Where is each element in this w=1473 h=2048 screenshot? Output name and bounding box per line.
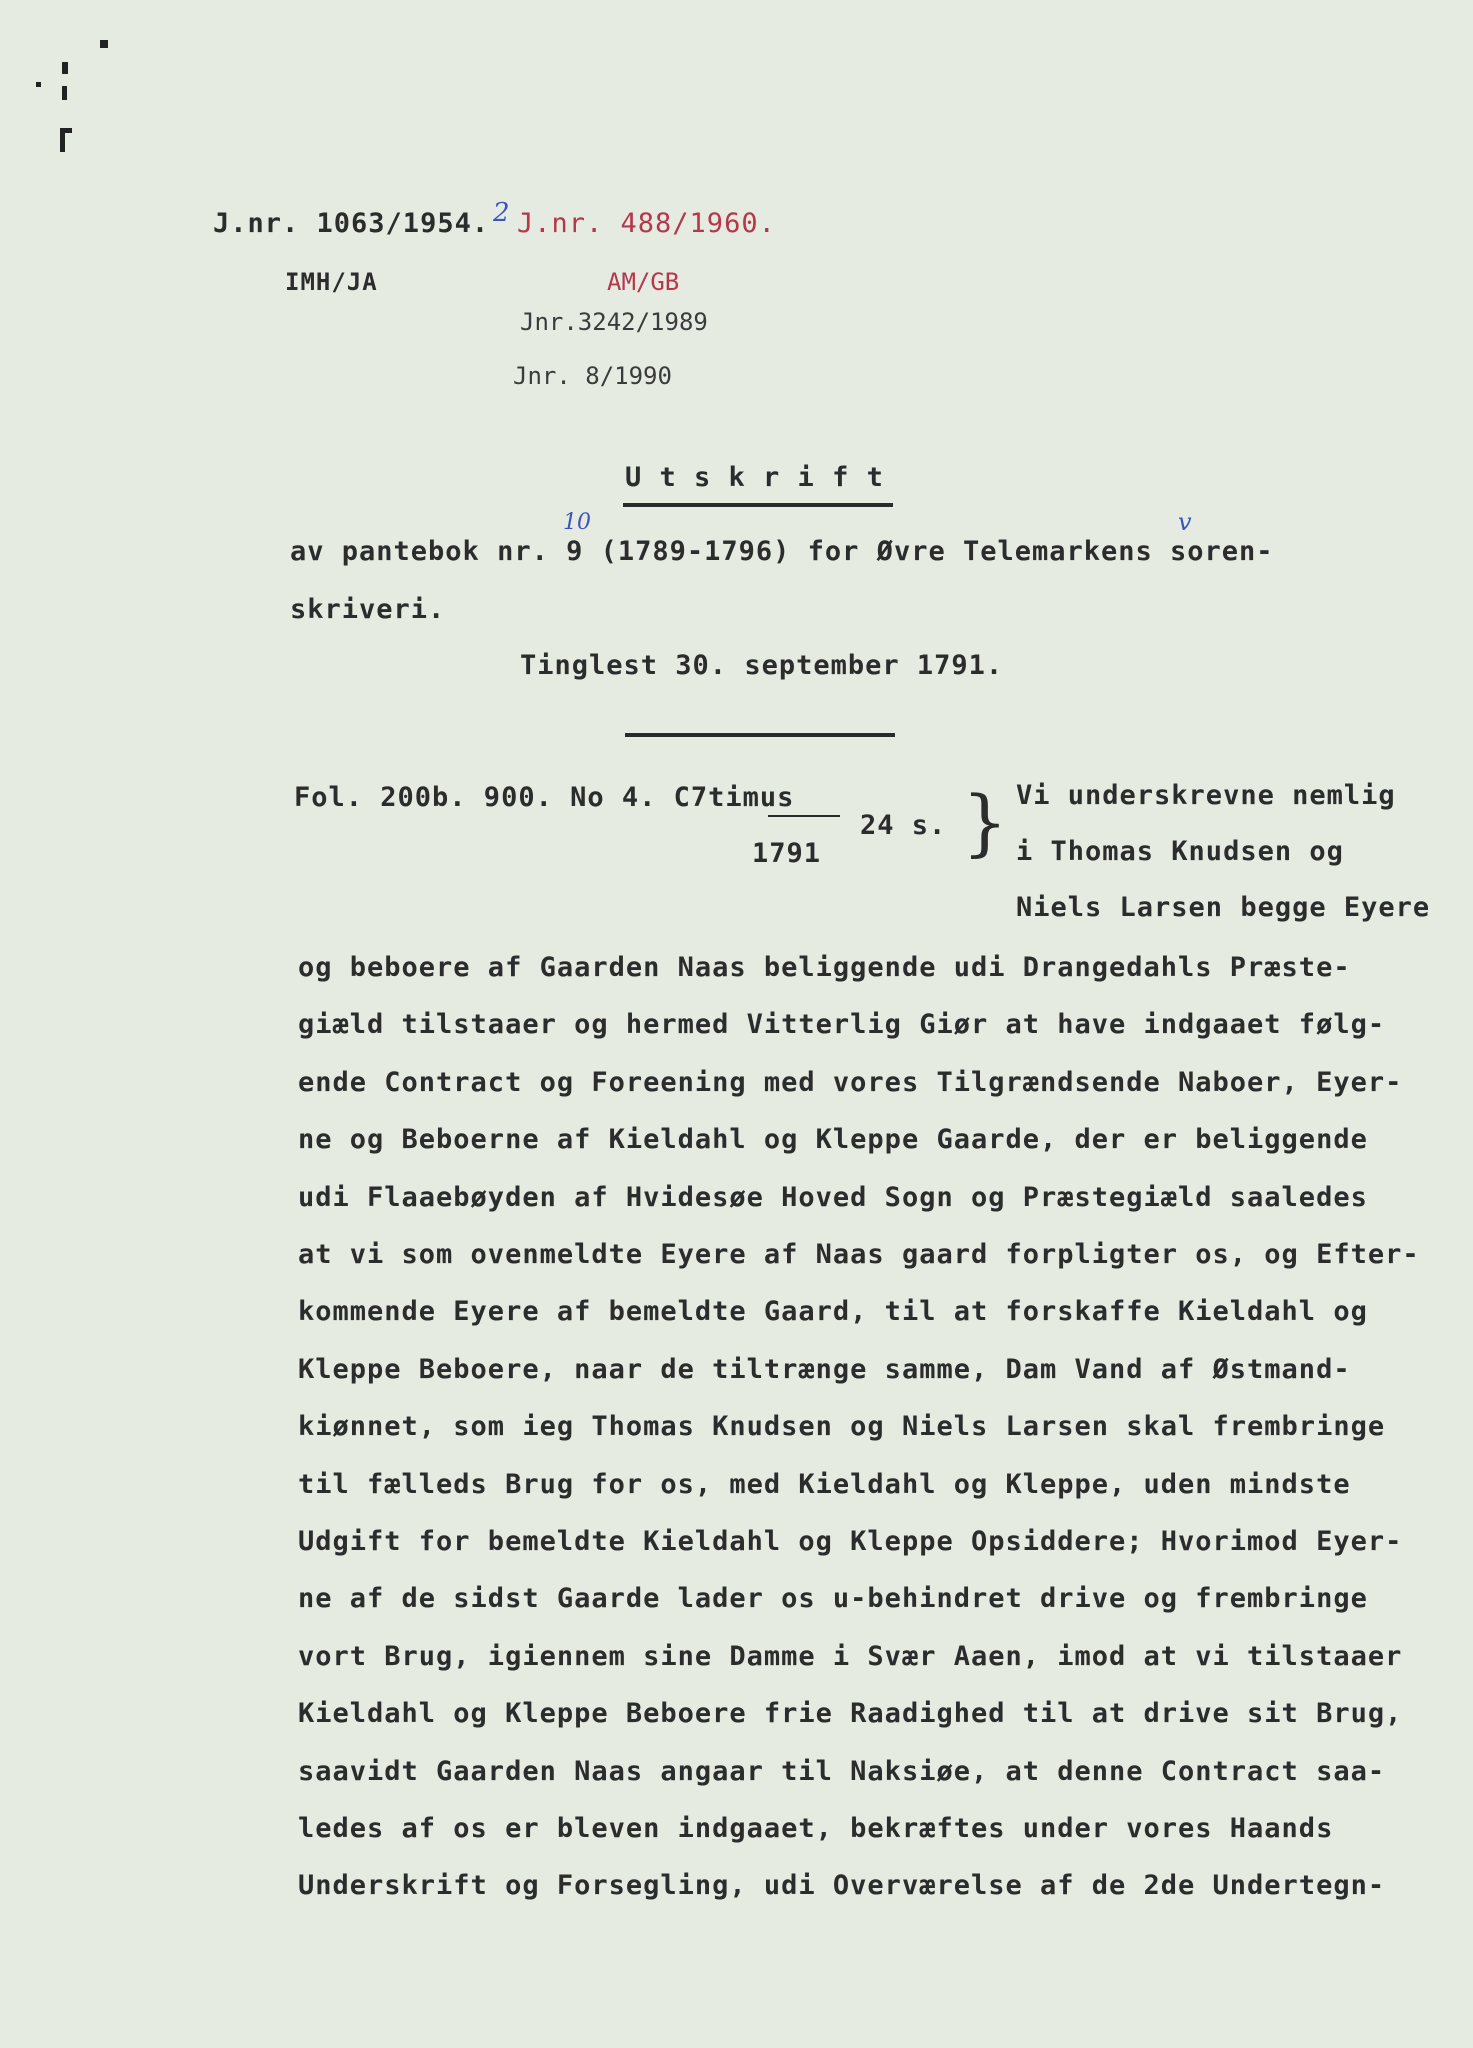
intro-line-3: Niels Larsen begge Eyere bbox=[1016, 892, 1431, 923]
binding-mark bbox=[36, 82, 41, 87]
body-line: og beboere af Gaarden Naas beliggende udi Drangedahls Præste- bbox=[298, 952, 1351, 983]
body-line: at vi som ovenmeldte Eyere af Naas gaard forpligter os, og Efter- bbox=[298, 1239, 1420, 1270]
subtitle-line-1: av pantebok nr. 9 (1789-1796) for Øvre Telemarkens soren- bbox=[290, 536, 1274, 567]
registration-date: Tinglest 30. september 1791. bbox=[520, 650, 1004, 681]
title-underline bbox=[623, 503, 893, 507]
body-line: Kieldahl og Kleppe Beboere frie Raadighed til at drive sit Brug, bbox=[298, 1698, 1403, 1730]
initials-imh: IMH/JA bbox=[285, 268, 378, 296]
binding-mark bbox=[62, 62, 68, 74]
journal-number-1990: Jnr. 8/1990 bbox=[513, 362, 672, 390]
body-line: giæld tilstaaer og hermed Vitterlig Giør at have indgaaet følg- bbox=[298, 1009, 1386, 1041]
folio-reference: Fol. 200b. 900. No 4. C7timus bbox=[294, 782, 795, 813]
body-line: ne og Beboerne af Kieldahl og Kleppe Gaarde, der er beliggende bbox=[298, 1124, 1368, 1156]
body-line: saavidt Gaarden Naas angaar til Naksiøe, at denne Contract saa- bbox=[298, 1755, 1386, 1787]
body-line: Underskrift og Forsegling, udi Overværelse af de 2de Undertegn- bbox=[298, 1870, 1386, 1902]
body-line: udi Flaaebøyden af Hvidesøe Hoved Sogn og Præstegiæld saaledes bbox=[298, 1181, 1368, 1213]
folio-year: 1791 bbox=[752, 838, 822, 869]
body-line: til fælleds Brug for os, med Kieldahl og Kleppe, uden mindste bbox=[298, 1468, 1351, 1500]
initials-am: AM/GB bbox=[607, 268, 680, 296]
binding-mark bbox=[60, 128, 72, 133]
body-line: ledes af os er bleven indgaaet, bekræftes under vores Haands bbox=[298, 1813, 1334, 1844]
folio-underline bbox=[768, 815, 840, 817]
body-line: kiønnet, som ieg Thomas Knudsen og Niels Larsen skal frembringe bbox=[298, 1411, 1386, 1443]
document-title: U t s k r i f t bbox=[625, 462, 884, 493]
binding-mark bbox=[100, 40, 108, 48]
subtitle-line-2: skriveri. bbox=[290, 594, 446, 625]
handwritten-check-mark: v bbox=[1178, 508, 1192, 536]
handwritten-correction-ten: 10 bbox=[563, 510, 591, 535]
section-divider bbox=[625, 733, 895, 737]
binding-mark bbox=[62, 86, 67, 100]
body-line: Kleppe Beboere, naar de tiltrænge samme, Dam Vand af Østmand- bbox=[298, 1353, 1351, 1385]
body-line: vort Brug, igiennem sine Damme i Svær Aaen, imod at vi tilstaaer bbox=[298, 1640, 1403, 1672]
intro-line-2: i Thomas Knudsen og bbox=[1016, 836, 1344, 867]
brace-icon: } bbox=[962, 780, 1008, 864]
intro-line-1: Vi underskrevne nemlig bbox=[1016, 780, 1396, 811]
folio-amount: 24 s. bbox=[860, 810, 947, 841]
journal-number-1960: J.nr. 488/1960. bbox=[517, 208, 776, 239]
body-line: ende Contract og Foreening med vores Tilgrændsende Naboer, Eyer- bbox=[298, 1066, 1403, 1098]
journal-number-1989: Jnr.3242/1989 bbox=[520, 308, 708, 336]
body-line: Udgift for bemeldte Kieldahl og Kleppe Opsiddere; Hvorimod Eyer- bbox=[298, 1526, 1403, 1557]
body-line: kommende Eyere af bemeldte Gaard, til at forskaffe Kieldahl og bbox=[298, 1296, 1368, 1328]
journal-number-1954: J.nr. 1063/1954. bbox=[213, 208, 490, 239]
body-line: ne af de sidst Gaarde lader os u-behindret drive og frembringe bbox=[298, 1583, 1368, 1615]
handwritten-note: 2 bbox=[493, 198, 510, 228]
